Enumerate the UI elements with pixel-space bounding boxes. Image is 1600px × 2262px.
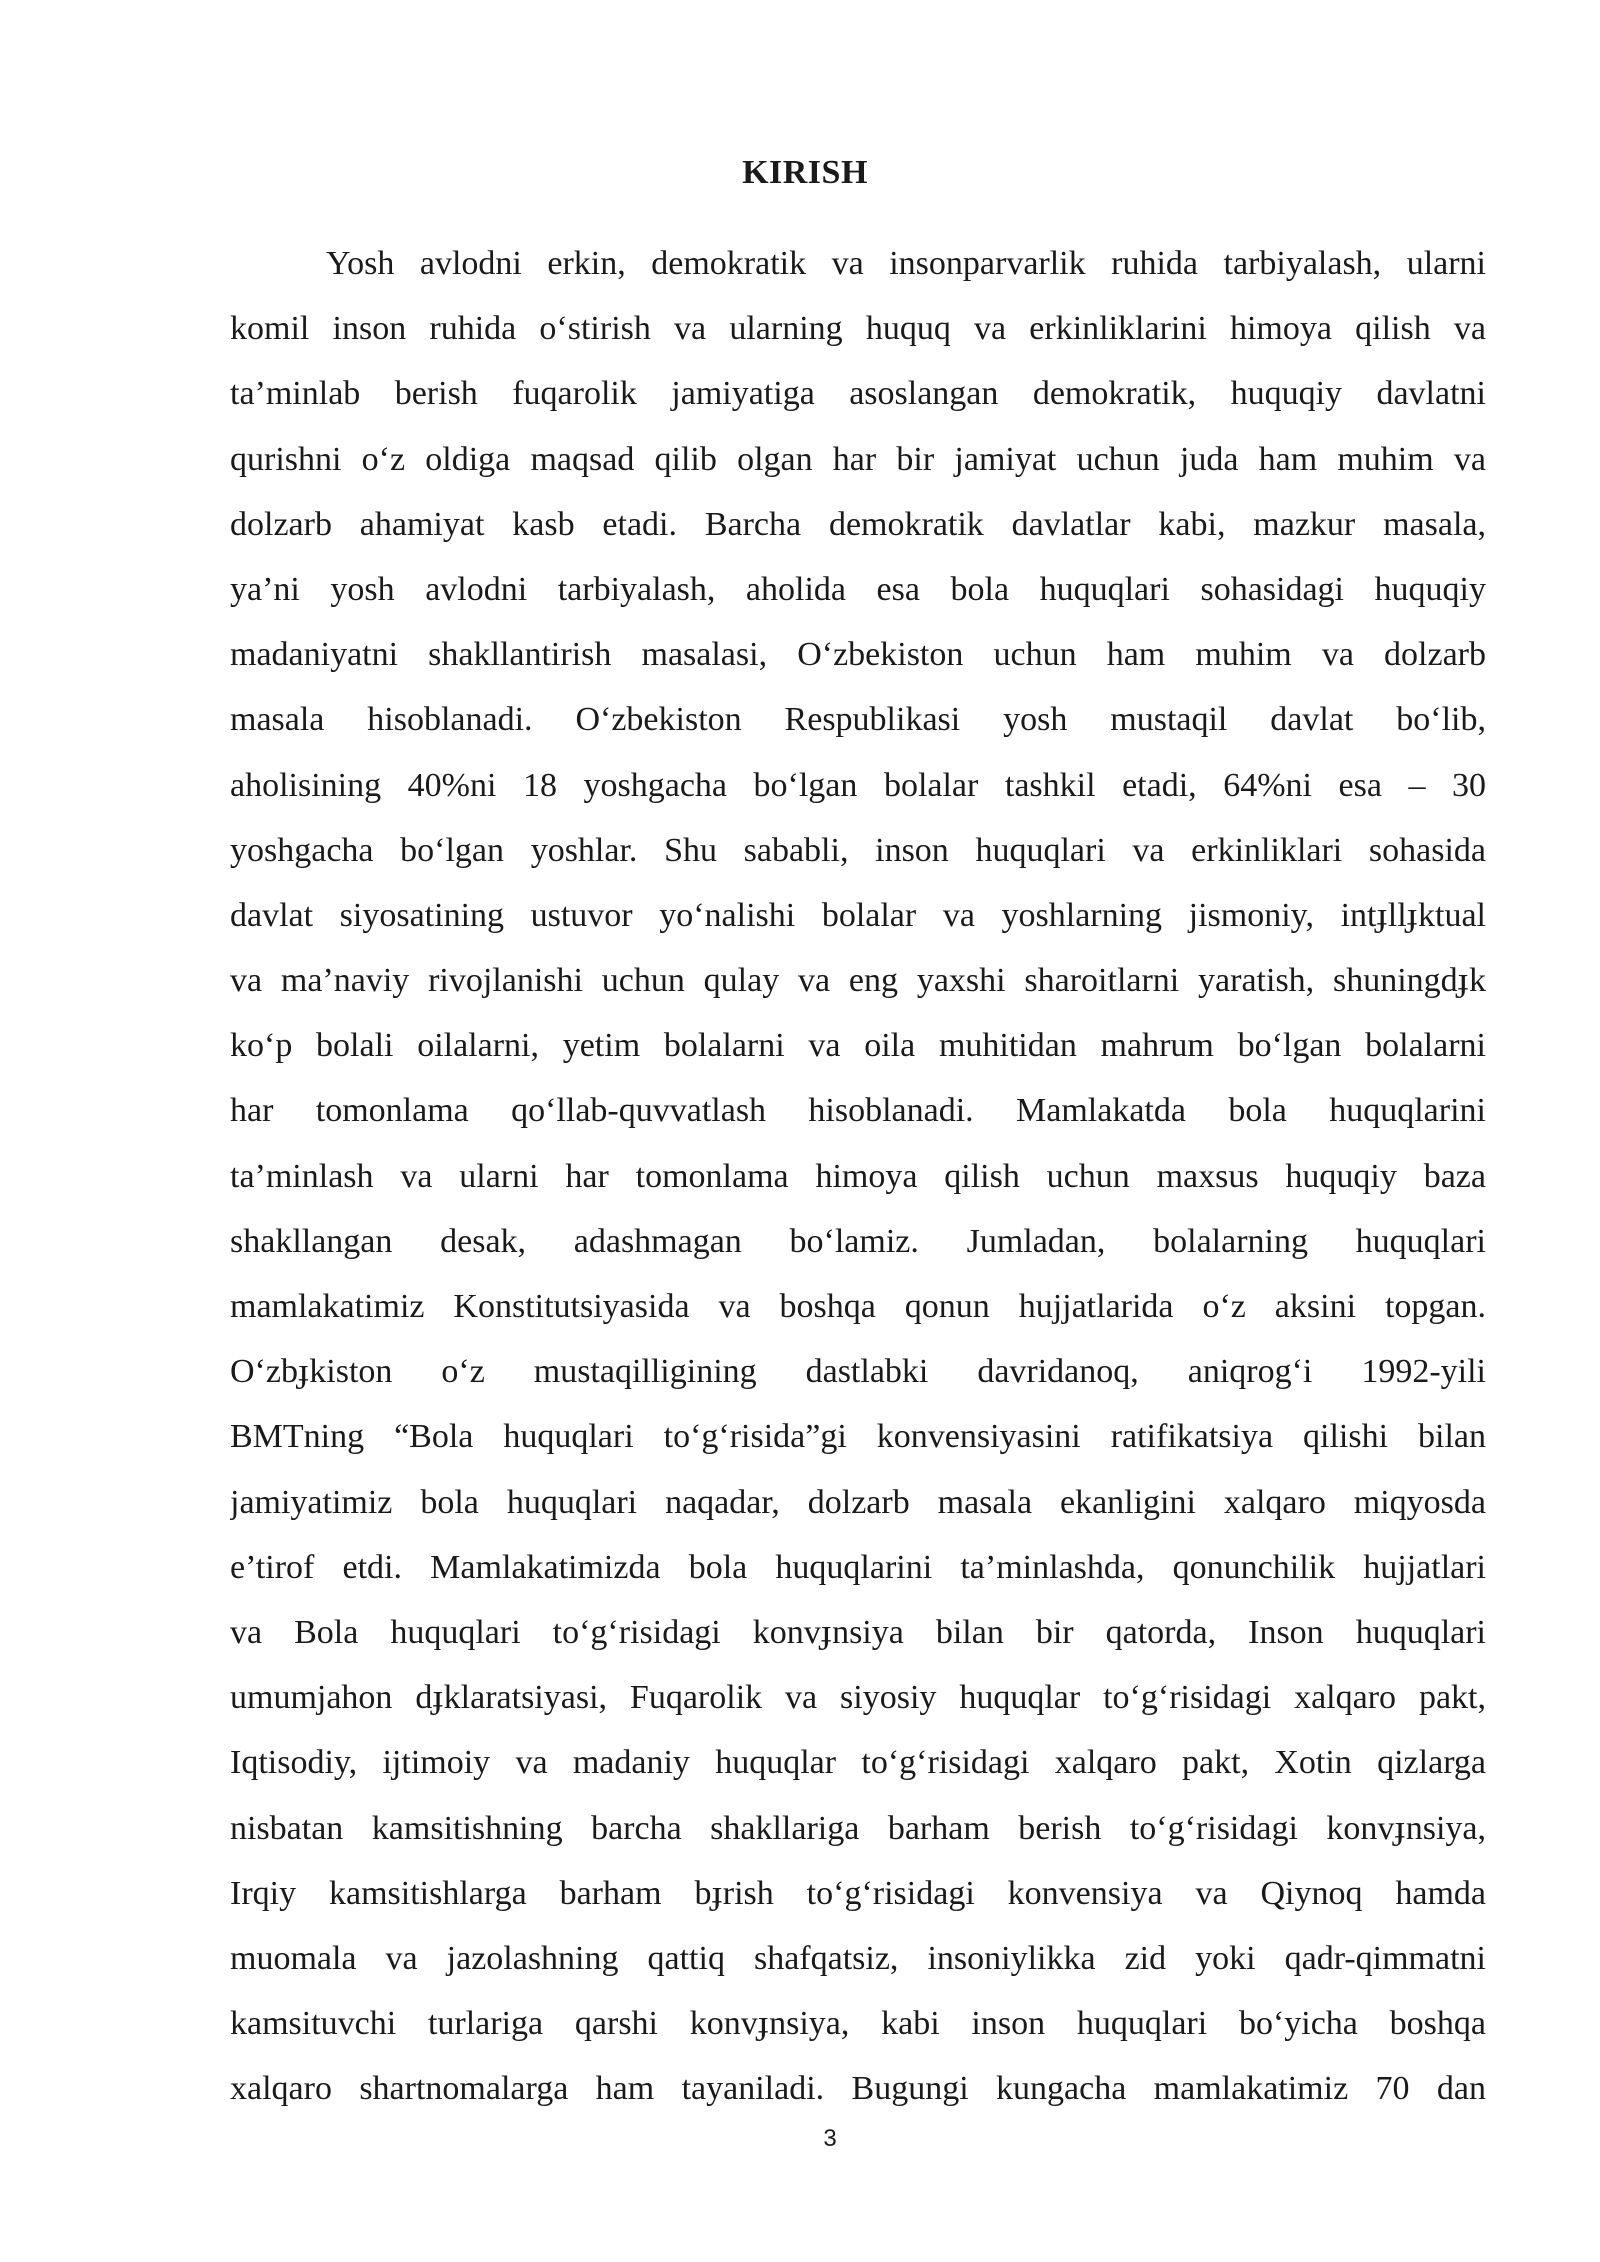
- text-line: masala hisoblanadi. O‘zbekiston Respublikasi yosh mustaqil davlat bo‘lib,: [230, 701, 1486, 739]
- text-line: madaniyatni shakllantirish masalasi, O‘zbekiston uchun ham muhim va dolzarb: [230, 636, 1486, 674]
- text-line: har tomonlama qo‘llab-quvvatlash hisoblanadi. Mamlakatda bola huquqlarini: [230, 1092, 1486, 1130]
- page-number: 3: [823, 2125, 837, 2152]
- text-line: BMTning “Bola huquqlari to‘g‘risida”gi konvensiyasini ratifikatsiya qilishi bilan: [230, 1418, 1486, 1456]
- text-line: jamiyatimiz bola huquqlari naqadar, dolzarb masala ekanligini xalqaro miqyosda: [230, 1483, 1486, 1521]
- text-line: xalqaro shartnomalarga ham tayaniladi. Bugungi kungacha mamlakatimiz 70 dan: [230, 2070, 1486, 2108]
- text-line: nisbatan kamsitishning barcha shakllariga barham berish to‘g‘risidagi konvɟnsiya,: [230, 1809, 1486, 1847]
- text-line: mamlakatimiz Konstitutsiyasida va boshqa qonun hujjatlarida o‘z aksini topgan.: [230, 1288, 1486, 1325]
- text-line: ta’minlab berish fuqarolik jamiyatiga asoslangan demokratik, huquqiy davlatni: [230, 375, 1486, 413]
- section-heading: KIRISH: [742, 154, 868, 191]
- text-line: Yosh avlodni erkin, demokratik va insonparvarlik ruhida tarbiyalash, ularni: [326, 245, 1486, 282]
- text-line: davlat siyosatining ustuvor yo‘nalishi bolalar va yoshlarning jismoniy, intɟllɟktual: [230, 896, 1486, 934]
- text-line: ya’ni yosh avlodni tarbiyalash, aholida esa bola huquqlari sohasidagi huquqiy: [230, 570, 1486, 608]
- text-line: Irqiy kamsitishlarga barham bɟrish to‘g‘risidagi konvensiya va Qiynoq hamda: [230, 1874, 1486, 1912]
- text-line: dolzarb ahamiyat kasb etadi. Barcha demokratik davlatlar kabi, mazkur masala,: [230, 505, 1486, 543]
- text-line: O‘zbɟkiston o‘z mustaqilligining dastlabki davridanoq, aniqrog‘i 1992-yili: [230, 1353, 1486, 1391]
- text-line: va Bola huquqlari to‘g‘risidagi konvɟnsiya bilan bir qatorda, Inson huquqlari: [230, 1613, 1486, 1651]
- text-line: Iqtisodiy, ijtimoiy va madaniy huquqlar to‘g‘risidagi xalqaro pakt, Xotin qizlarga: [230, 1744, 1486, 1782]
- text-line: yoshgacha bo‘lgan yoshlar. Shu sababli, inson huquqlari va erkinliklari sohasida: [230, 831, 1486, 869]
- text-line: ko‘p bolali oilalarni, yetim bolalarni va oila muhitidan mahrum bo‘lgan bolalarni: [230, 1027, 1486, 1065]
- text-line: va ma’naviy rivojlanishi uchun qulay va eng yaxshi sharoitlarni yaratish, shuningdɟk: [230, 962, 1486, 1000]
- body-paragraph: [230, 234, 1486, 2124]
- text-line: aholisining 40%ni 18 yoshgacha bo‘lgan bolalar tashkil etadi, 64%ni esa – 30: [230, 766, 1486, 804]
- text-line: umumjahon dɟklaratsiyasi, Fuqarolik va siyosiy huquqlar to‘g‘risidagi xalqaro pakt,: [230, 1679, 1486, 1717]
- text-line: kamsituvchi turlariga qarshi konvɟnsiya, kabi inson huquqlari bo‘yicha boshqa: [230, 2005, 1486, 2043]
- text-line: shakllangan desak, adashmagan bo‘lamiz. Jumladan, bolalarning huquqlari: [230, 1222, 1486, 1260]
- text-line: komil inson ruhida o‘stirish va ularning huquq va erkinliklarini himoya qilish va: [230, 310, 1486, 348]
- text-line: ta’minlash va ularni har tomonlama himoya qilish uchun maxsus huquqiy baza: [230, 1157, 1486, 1195]
- text-line: muomala va jazolashning qattiq shafqatsiz, insoniylikka zid yoki qadr-qimmatni: [230, 1939, 1486, 1977]
- text-line: e’tirof etdi. Mamlakatimizda bola huquqlarini ta’minlashda, qonunchilik hujjatlari: [230, 1548, 1486, 1586]
- text-line: qurishni o‘z oldiga maqsad qilib olgan har bir jamiyat uchun juda ham muhim va: [230, 440, 1486, 478]
